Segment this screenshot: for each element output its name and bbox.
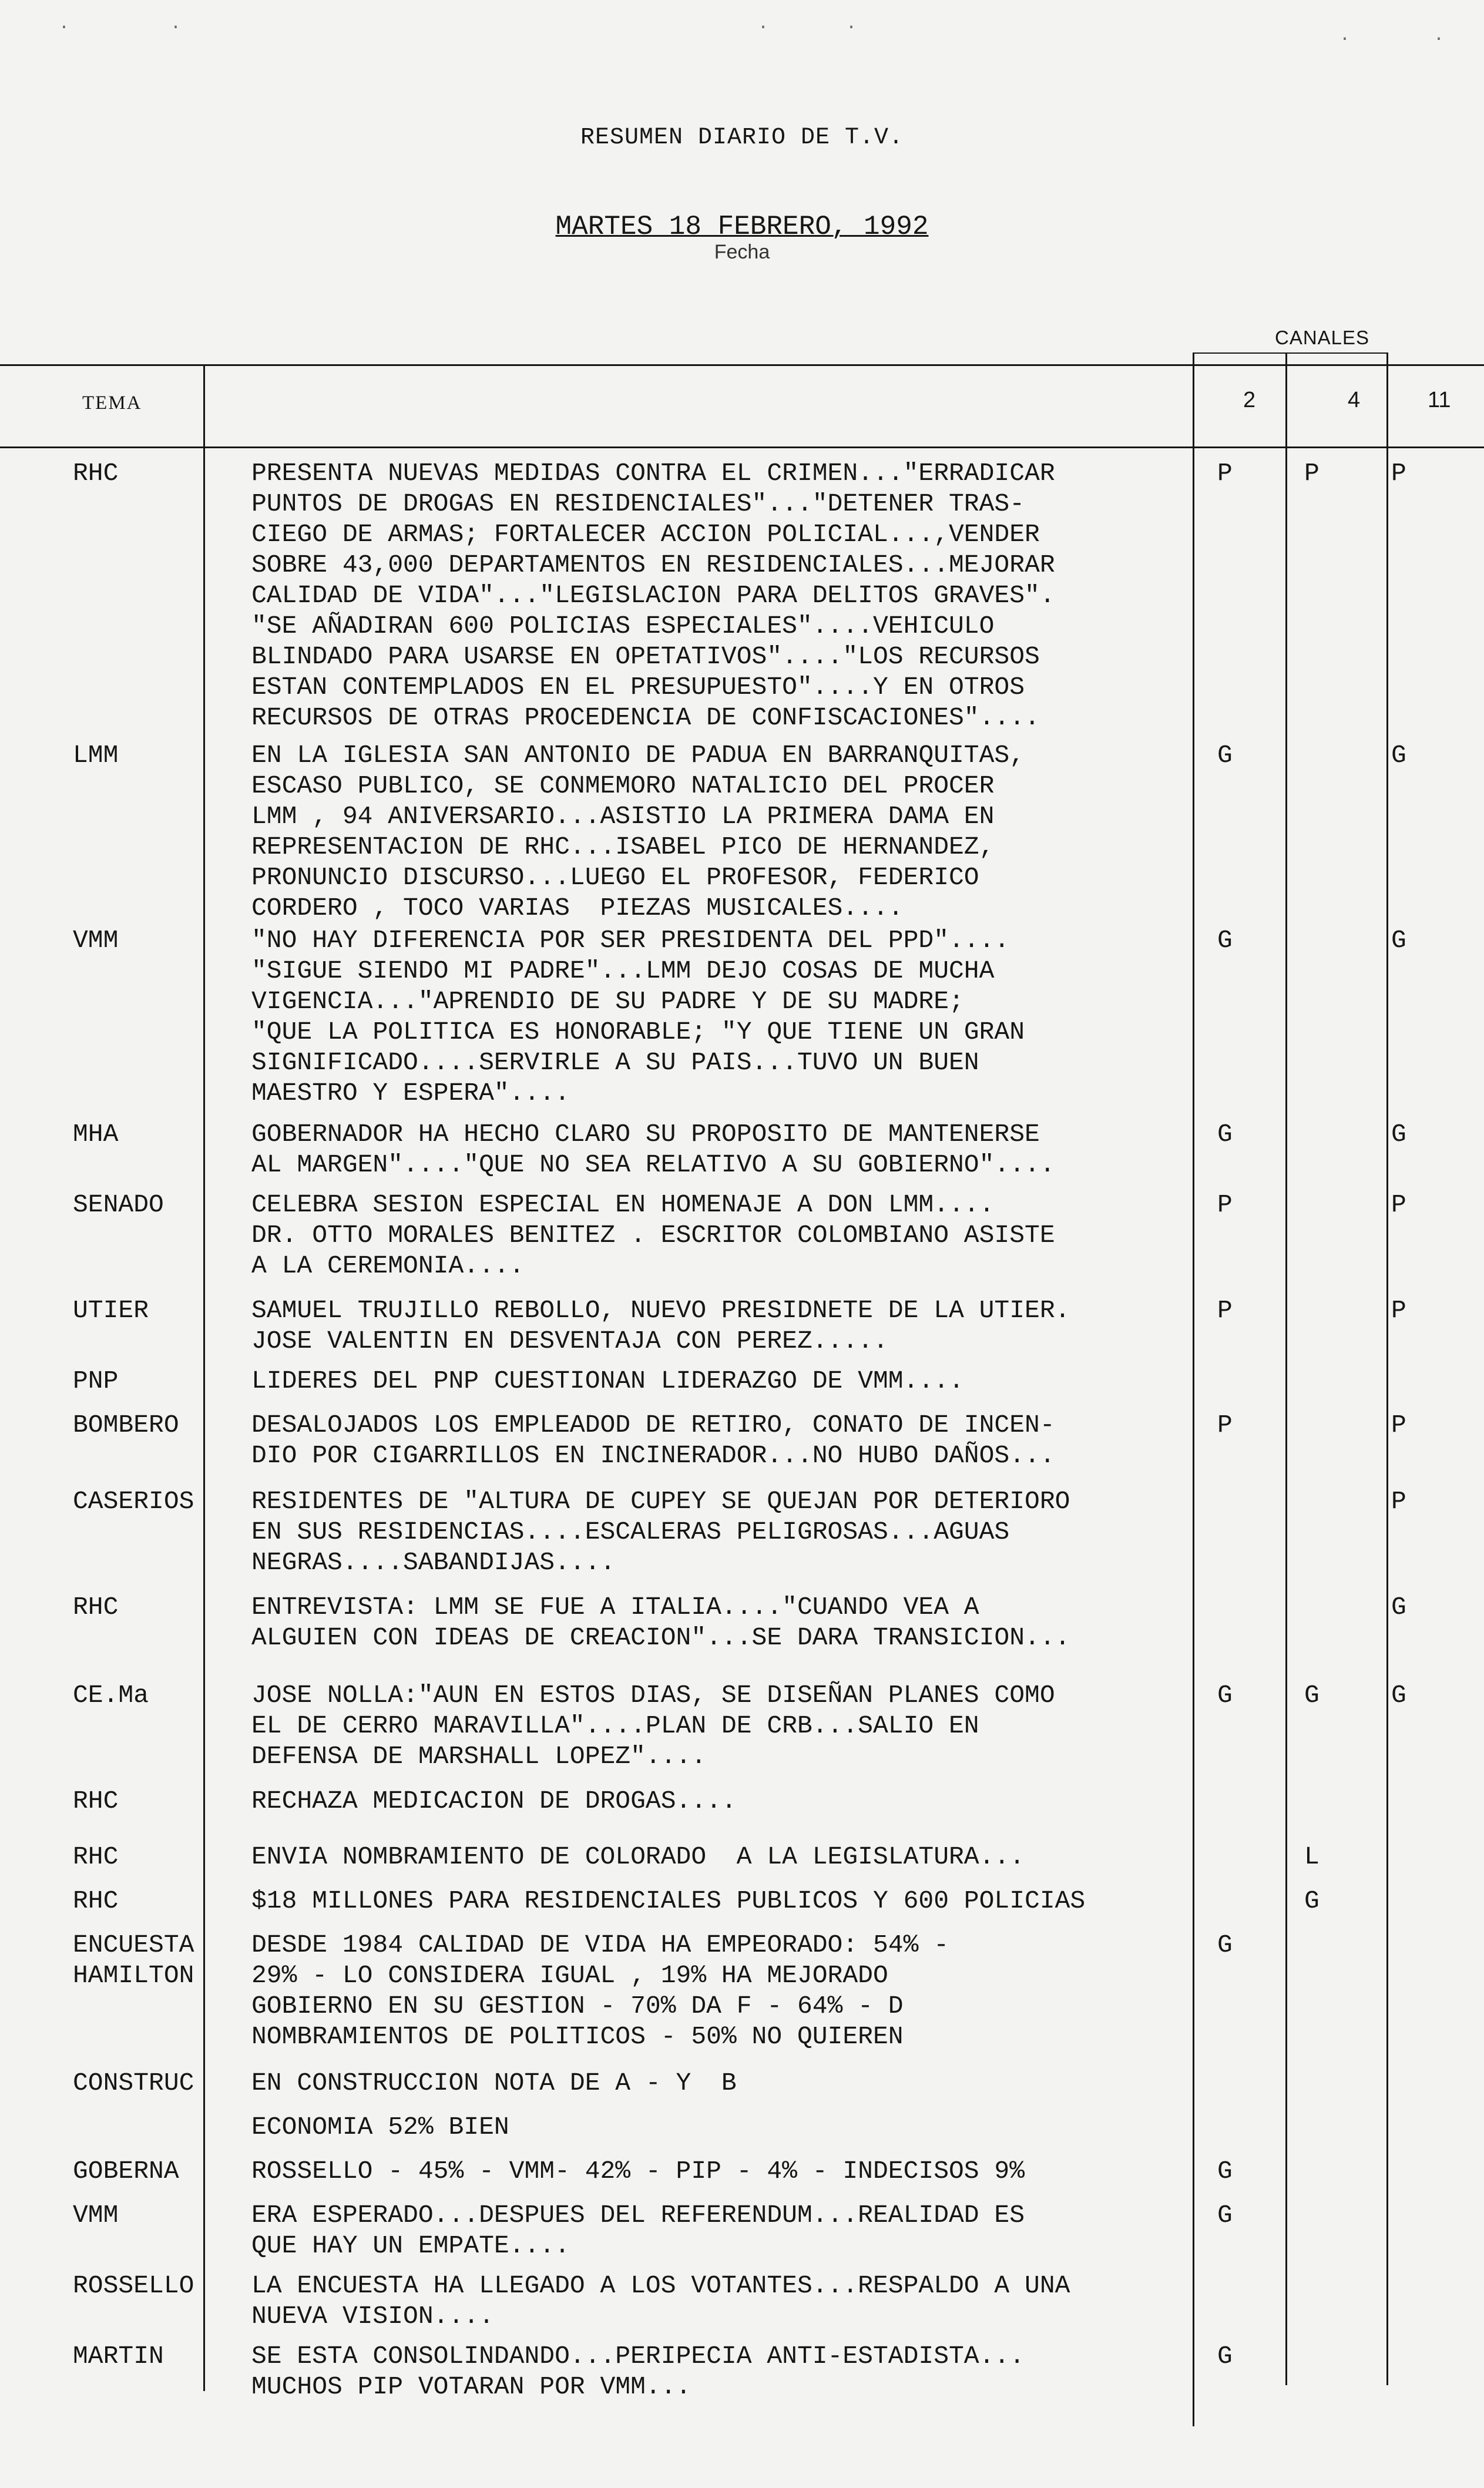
channel-2-header: 2	[1243, 388, 1256, 412]
channel-2-mark: G	[1217, 926, 1233, 955]
scan-speck: ·	[846, 18, 857, 38]
channel-4-mark: L	[1304, 1842, 1320, 1871]
channel-11-mark: P	[1391, 1296, 1406, 1325]
document-title: RESUMEN DIARIO DE T.V.	[580, 125, 904, 151]
channel-2-mark: P	[1217, 1190, 1233, 1219]
row-summary: GOBERNADOR HA HECHO CLARO SU PROPOSITO DE MANTENERSE AL MARGEN"...."QUE NO SEA RELATIVO A SU GOBIERNO"....	[251, 1120, 1055, 1179]
channel-11-header: 11	[1428, 388, 1451, 412]
row-topic: SENADO	[73, 1190, 164, 1219]
row-summary: $18 MILLONES PARA RESIDENCIALES PUBLICOS Y 600 POLICIAS	[251, 1886, 1086, 1915]
channel-4-mark: P	[1304, 459, 1320, 488]
row-summary: RESIDENTES DE "ALTURA DE CUPEY SE QUEJAN POR DETERIORO EN SUS RESIDENCIAS....ESCALERAS PELIGROSAS...AGUAS NEGRAS....SABANDIJAS....	[251, 1487, 1070, 1577]
report-date	[0, 211, 1484, 242]
row-topic: VMM	[73, 2201, 119, 2230]
row-summary: DESALOJADOS LOS EMPLEADOD DE RETIRO, CONATO DE INCEN- DIO POR CIGARRILLOS EN INCINERADOR...NO HUBO DAÑOS...	[251, 1411, 1055, 1470]
row-summary: RECHAZA MEDICACION DE DROGAS....	[251, 1787, 737, 1815]
channel-11-mark: G	[1391, 1681, 1406, 1710]
row-topic: RHC	[73, 1787, 119, 1815]
row-summary: ENTREVISTA: LMM SE FUE A ITALIA...."CUANDO VEA A ALGUIEN CON IDEAS DE CREACION"...SE DARA TRANSICION...	[251, 1593, 1070, 1652]
row-topic: CASERIOS	[73, 1487, 194, 1516]
row-summary: CELEBRA SESION ESPECIAL EN HOMENAJE A DON LMM.... DR. OTTO MORALES BENITEZ . ESCRITOR COLOMBIANO ASISTE A LA CEREMONIA....	[251, 1190, 1055, 1280]
row-topic: BOMBERO	[73, 1411, 179, 1439]
date-caption: Fecha	[714, 241, 770, 263]
channel-11-mark: P	[1391, 1487, 1406, 1516]
row-topic: CONSTRUC	[73, 2069, 194, 2097]
row-summary: EN LA IGLESIA SAN ANTONIO DE PADUA EN BARRANQUITAS, ESCASO PUBLICO, SE CONMEMORO NATALICIO DEL PROCER LMM , 94 ANIVERSARIO...ASISTIO LA PRIMERA DAMA EN REPRESENTACION DE RHC...ISABEL PICO DE HERNANDEZ, PRONUNCIO DISCURSO...LUEGO EL PROFESOR, FEDERICO CORDERO , TOCO VARIAS PIEZAS MUSICALES....	[251, 741, 1025, 922]
channel-11-mark: P	[1391, 1411, 1406, 1439]
row-topic: RHC	[73, 1842, 119, 1871]
channel-11-mark: G	[1391, 1593, 1406, 1621]
channel-11-mark: P	[1391, 1190, 1406, 1219]
row-summary: PRESENTA NUEVAS MEDIDAS CONTRA EL CRIMEN..."ERRADICAR PUNTOS DE DROGAS EN RESIDENCIALES"..."DETENER TRAS- CIEGO DE ARMAS; FORTALECER ACCION POLICIAL...,VENDER SOBRE 43,000 DEPARTAMENTOS EN RESIDENCIALES...MEJORAR CALIDAD DE VIDA"..."LEGISLACION PARA DELITOS GRAVES". "SE AÑADIRAN 600 POLICIAS ESPECIALES"....VEHICULO BLINDADO PARA USARSE EN OPETATIVOS"...."LOS RECURSOS ESTAN CONTEMPLADOS EN EL PRESUPUESTO"....Y EN OTROS RECURSOS DE OTRAS PROCEDENCIA DE CONFISCACIONES"....	[251, 459, 1055, 732]
channel-4-mark: G	[1304, 1681, 1320, 1710]
tema-column-divider	[203, 364, 205, 2391]
row-summary: LA ENCUESTA HA LLEGADO A LOS VOTANTES...RESPALDO A UNA NUEVA VISION....	[251, 2271, 1070, 2331]
row-topic: ROSSELLO	[73, 2271, 194, 2300]
row-summary: SE ESTA CONSOLINDANDO...PERIPECIA ANTI-ESTADISTA... MUCHOS PIP VOTARAN POR VMM...	[251, 2342, 1025, 2401]
row-topic: RHC	[73, 1593, 119, 1621]
channel-11-mark: P	[1391, 459, 1406, 488]
row-summary: ROSSELLO - 45% - VMM- 42% - PIP - 4% - INDECISOS 9%	[251, 2157, 1025, 2185]
row-summary: ECONOMIA 52% BIEN	[251, 2113, 509, 2141]
channel-2-mark: G	[1217, 2201, 1233, 2230]
scan-speck: ·	[59, 18, 70, 38]
row-summary: "NO HAY DIFERENCIA POR SER PRESIDENTA DEL PPD".... "SIGUE SIENDO MI PADRE"...LMM DEJO COSAS DE MUCHA VIGENCIA..."APRENDIO DE SU PADRE Y DE SU MADRE; "QUE LA POLITICA ES HONORABLE; "Y QUE TIENE UN GRAN SIGNIFICADO....SERVIRLE A SU PAIS...TUVO UN BUEN MAESTRO Y ESPERA"....	[251, 926, 1025, 1107]
row-topic: MARTIN	[73, 2342, 164, 2371]
tema-column-header: TEMA	[82, 392, 142, 414]
row-topic: CE.Ma	[73, 1681, 149, 1710]
channel-2-mark: P	[1217, 1411, 1233, 1439]
channel-2-mark: G	[1217, 741, 1233, 770]
channels-label: CANALES	[1275, 327, 1370, 348]
row-topic: GOBERNA	[73, 2157, 179, 2185]
channel-11-mark: G	[1391, 926, 1406, 955]
row-summary: ENVIA NOMBRAMIENTO DE COLORADO A LA LEGISLATURA...	[251, 1842, 1025, 1871]
row-topic: PNP	[73, 1366, 119, 1395]
scan-speck: ·	[170, 18, 182, 38]
row-topic: LMM	[73, 741, 119, 770]
channel-4-header: 4	[1348, 388, 1361, 412]
row-summary: DESDE 1984 CALIDAD DE VIDA HA EMPEORADO: 54% - 29% - LO CONSIDERA IGUAL , 19% HA MEJORADO GOBIERNO EN SU GESTION - 70% DA F - 64% - D NOMBRAMIENTOS DE POLITICOS - 50% NO QUIEREN	[251, 1930, 949, 2051]
channels-rule	[1193, 352, 1386, 354]
table-header-rule	[0, 446, 1484, 448]
row-summary: EN CONSTRUCCION NOTA DE A - Y B	[251, 2069, 737, 2097]
channel-4-mark: G	[1304, 1886, 1320, 1915]
channel-2-mark: G	[1217, 2157, 1233, 2185]
row-topic: RHC	[73, 1886, 119, 1915]
channel-2-mark: P	[1217, 1296, 1233, 1325]
channel-2-mark: G	[1217, 2342, 1233, 2371]
scan-speck: ·	[1433, 29, 1445, 49]
channel-2-mark: G	[1217, 1120, 1233, 1149]
scan-speck: ·	[1339, 29, 1351, 49]
row-topic: ENCUESTA HAMILTON	[73, 1930, 194, 1990]
row-topic: MHA	[73, 1120, 119, 1149]
channel-11-mark: G	[1391, 741, 1406, 770]
row-topic: VMM	[73, 926, 119, 955]
report-date-text: MARTES 18 FEBRERO, 1992	[555, 211, 929, 242]
row-summary: SAMUEL TRUJILLO REBOLLO, NUEVO PRESIDNETE DE LA UTIER. JOSE VALENTIN EN DESVENTAJA CON PEREZ.....	[251, 1296, 1070, 1355]
row-summary: JOSE NOLLA:"AUN EN ESTOS DIAS, SE DISEÑAN PLANES COMO EL DE CERRO MARAVILLA"....PLAN DE CRB...SALIO EN DEFENSA DE MARSHALL LOPEZ"....	[251, 1681, 1055, 1771]
channel-2-mark: P	[1217, 459, 1233, 488]
row-topic: UTIER	[73, 1296, 149, 1325]
channel-2-mark: G	[1217, 1681, 1233, 1710]
channel-2-mark: G	[1217, 1930, 1233, 1959]
row-summary: LIDERES DEL PNP CUESTIONAN LIDERAZGO DE VMM....	[251, 1366, 964, 1395]
channel-11-divider	[1386, 352, 1388, 2385]
row-topic: RHC	[73, 459, 119, 488]
scan-speck: ·	[758, 18, 769, 38]
channel-11-mark: G	[1391, 1120, 1406, 1149]
channel-2-divider	[1193, 352, 1194, 2426]
row-summary: ERA ESPERADO...DESPUES DEL REFERENDUM...REALIDAD ES QUE HAY UN EMPATE....	[251, 2201, 1025, 2260]
table-top-rule	[0, 364, 1484, 366]
channel-4-divider	[1285, 352, 1287, 2385]
